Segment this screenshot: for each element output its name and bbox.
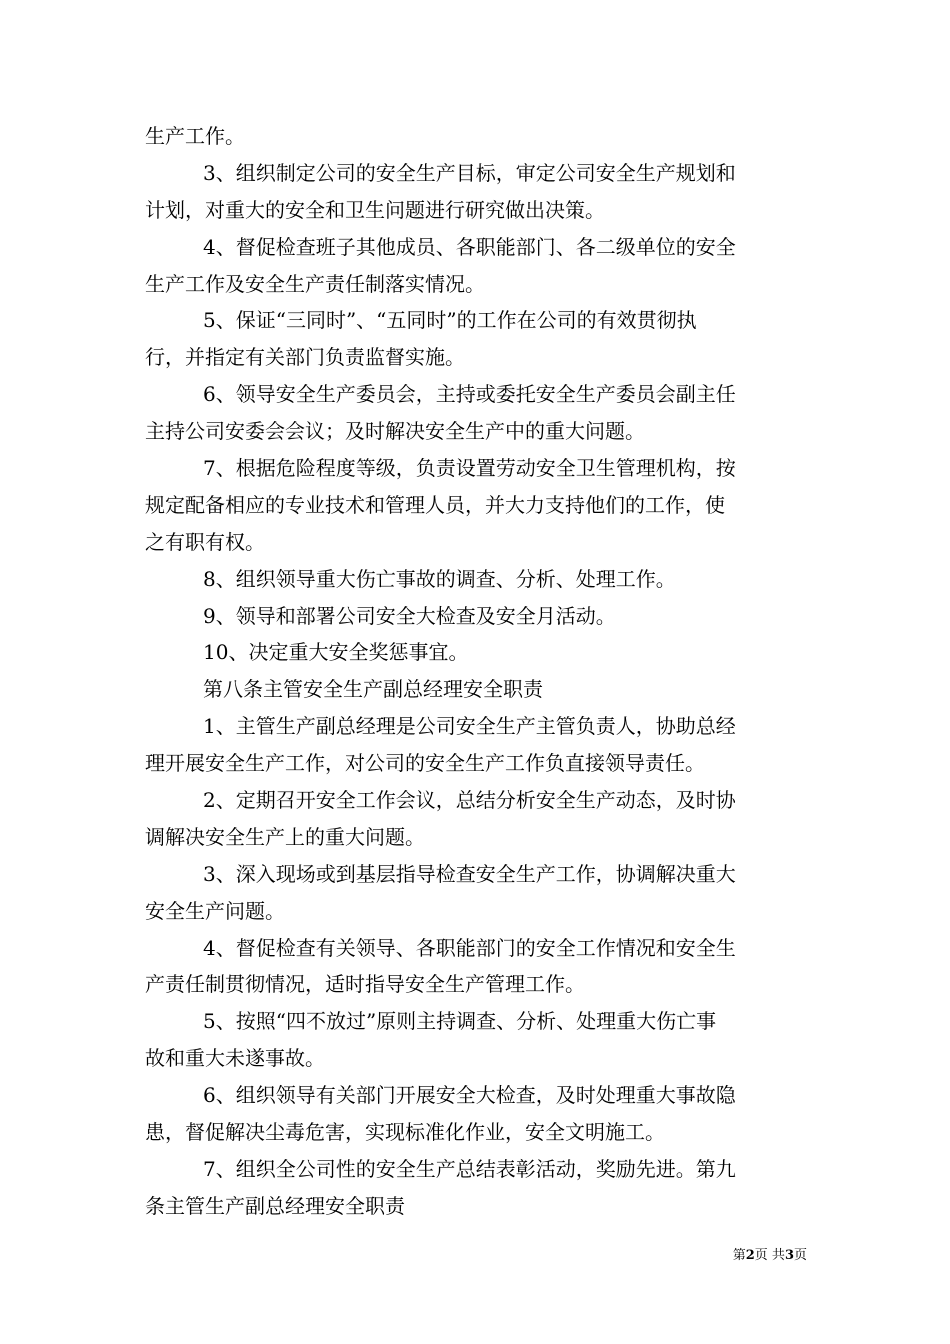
text-line: 之有职有权。	[145, 529, 265, 554]
text-line: 8、组织领导重大伤亡事故的调查、分析、处理工作。	[203, 566, 676, 591]
text-line: 故和重大未遂事故。	[145, 1046, 325, 1071]
text-line: 2、定期召开安全工作会议，总结分析安全生产动态，及时协	[203, 788, 736, 813]
footer-prefix: 第	[732, 1248, 746, 1263]
text-line: 7、组织全公司性的安全生产总结表彰活动，奖励先进。第九	[203, 1156, 736, 1181]
text-line: 条主管生产副总经理安全职责	[145, 1193, 405, 1218]
text-line: 产责任制贯彻情况，适时指导安全生产管理工作。	[145, 972, 585, 997]
text-line: 9、领导和部署公司安全大检查及安全月活动。	[203, 603, 616, 628]
text-line: 10、决定重大安全奖惩事宜。	[203, 640, 469, 665]
text-line: 3、组织制定公司的安全生产目标，审定公司安全生产规划和	[203, 160, 736, 185]
text-line: 规定配备相应的专业技术和管理人员，并大力支持他们的工作，使	[145, 492, 725, 517]
footer-total-pages: 3	[784, 1248, 794, 1263]
text-line: 1、主管生产副总经理是公司安全生产主管负责人，协助总经	[203, 714, 736, 739]
page-footer	[700, 1247, 807, 1265]
footer-current-page: 2	[745, 1248, 755, 1263]
text-line: 安全生产问题。	[145, 898, 285, 923]
text-line: 主持公司安委会会议；及时解决安全生产中的重大问题。	[145, 419, 645, 444]
text-line: 调解决安全生产上的重大问题。	[145, 824, 425, 849]
text-line: 行，并指定有关部门负责监督实施。	[145, 345, 465, 370]
text-line: 3、深入现场或到基层指导检查安全生产工作，协调解决重大	[203, 861, 736, 886]
document-body	[145, 118, 807, 1225]
text-line: 计划，对重大的安全和卫生问题进行研究做出决策。	[145, 197, 605, 222]
text-line: 7、根据危险程度等级，负责设置劳动安全卫生管理机构，按	[203, 456, 736, 481]
text-line: 第八条主管安全生产副总经理安全职责	[203, 677, 543, 702]
text-line: 6、领导安全生产委员会，主持或委托安全生产委员会副主任	[203, 382, 736, 407]
text-line: 4、督促检查班子其他成员、各职能部门、各二级单位的安全	[203, 234, 736, 259]
text-line: 5、保证“三同时”、“五同时”的工作在公司的有效贯彻执	[203, 308, 697, 333]
text-line: 理开展安全生产工作，对公司的安全生产工作负直接领导责任。	[145, 751, 705, 776]
text-line: 4、督促检查有关领导、各职能部门的安全工作情况和安全生	[203, 935, 736, 960]
text-line: 6、组织领导有关部门开展安全大检查，及时处理重大事故隐	[203, 1083, 736, 1108]
text-line: 生产工作及安全生产责任制落实情况。	[145, 271, 485, 296]
text-line: 5、按照“四不放过”原则主持调查、分析、处理重大伤亡事	[203, 1009, 717, 1034]
footer-middle: 页 共	[754, 1248, 785, 1263]
footer-suffix: 页	[793, 1248, 807, 1263]
text-line: 生产工作。	[145, 124, 245, 148]
text-line: 患，督促解决尘毒危害，实现标准化作业，安全文明施工。	[145, 1120, 665, 1145]
